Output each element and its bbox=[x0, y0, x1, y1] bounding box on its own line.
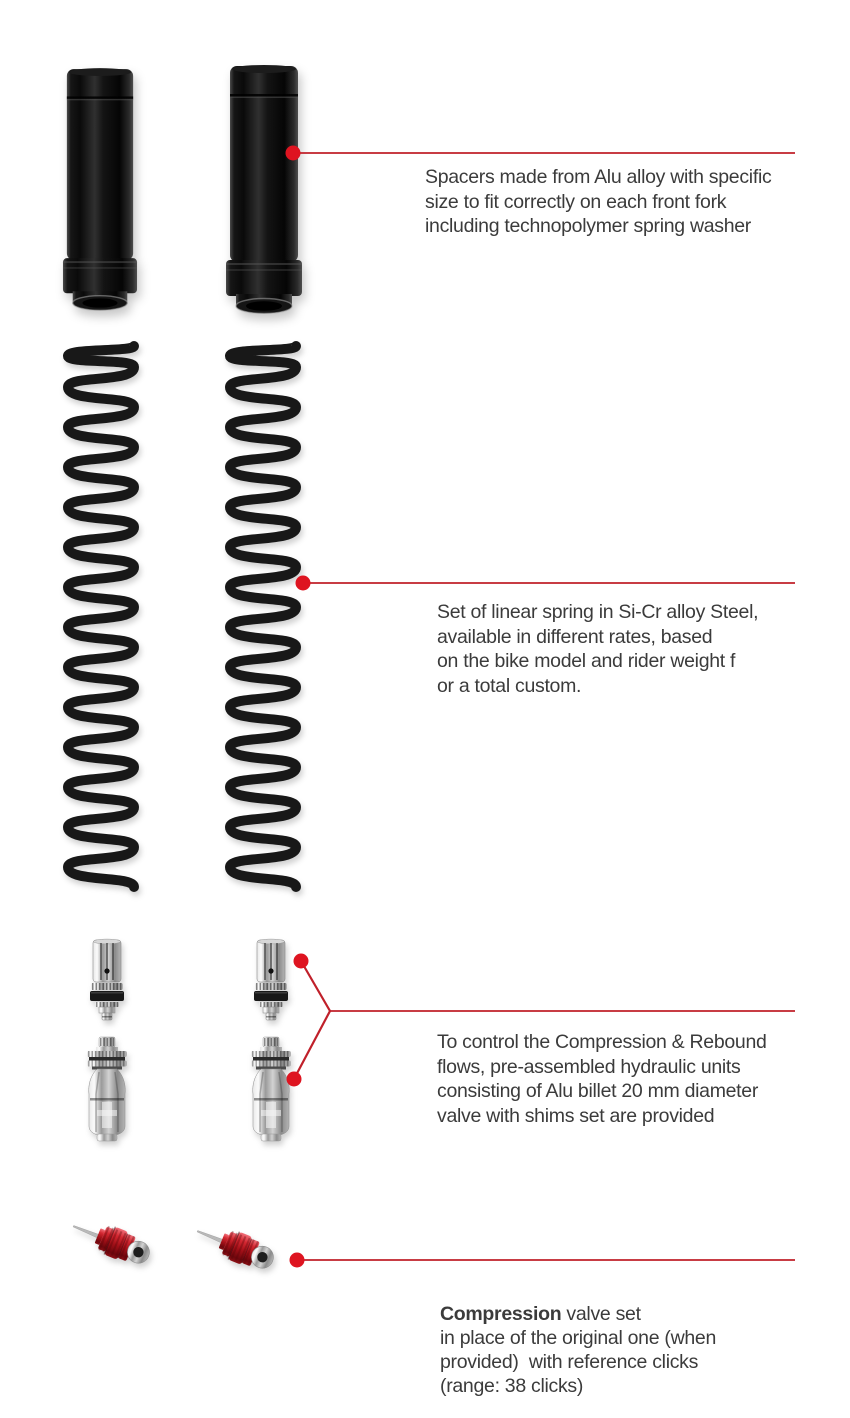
callout-text-line: (range: 38 clicks) bbox=[440, 1375, 584, 1397]
callout-dot-compression bbox=[290, 1253, 305, 1268]
callout-text-line: available in different rates, based bbox=[437, 625, 713, 648]
callout-dot-spacers bbox=[286, 146, 301, 161]
callout-dot-hydraulic-bottom bbox=[287, 1072, 302, 1087]
callout-text-line: valve with shims set are provided bbox=[437, 1104, 715, 1127]
callout-text-line bbox=[440, 1302, 800, 1326]
callout-text-line: including technopolymer spring washer bbox=[425, 215, 751, 237]
callout-text-line: Set of linear spring in Si-Cr alloy Steel, bbox=[437, 601, 759, 623]
callout-text-line: flows, pre-assembled hydraulic units bbox=[437, 1055, 741, 1078]
callout-text-line: consisting of Alu billet 20 mm diameter bbox=[437, 1080, 759, 1102]
compression-valves-description bbox=[440, 1302, 800, 1398]
callout-text-line: To control the Compression & Rebound bbox=[437, 1031, 767, 1053]
compression-lead-rest: valve set bbox=[561, 1303, 641, 1325]
callout-text-line: Spacers made from Alu alloy with specific bbox=[425, 166, 772, 188]
callout-text-line: on the bike model and rider weight f bbox=[437, 650, 736, 672]
callout-dots bbox=[286, 146, 311, 1268]
callout-text-line: in place of the original one (when bbox=[440, 1327, 716, 1349]
springs-description bbox=[437, 600, 797, 698]
spacers-description bbox=[425, 165, 785, 239]
hydraulic-units-description bbox=[437, 1030, 797, 1128]
callout-text-line: provided) with reference clicks bbox=[440, 1351, 699, 1373]
callout-text-line: or a total custom. bbox=[437, 674, 582, 697]
callout-text-line: size to fit correctly on each front fork bbox=[425, 190, 727, 213]
callout-dot-hydraulic-top bbox=[294, 954, 309, 969]
callout-dot-springs bbox=[296, 576, 311, 591]
compression-bold-word: Compression bbox=[440, 1303, 562, 1325]
